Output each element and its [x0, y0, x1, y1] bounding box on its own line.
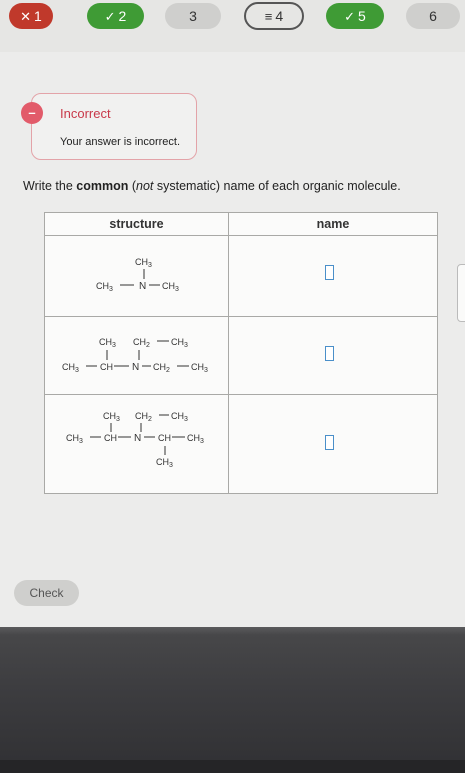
- question-number: 3: [189, 8, 197, 24]
- molecule-table: [44, 212, 438, 494]
- question-prefix: Write the: [23, 179, 77, 193]
- ch-group: CH: [104, 433, 117, 443]
- side-panel-tab[interactable]: [457, 264, 465, 322]
- methyl-top: $CH_3$: [135, 257, 152, 269]
- methyl-right: $CH_3$: [191, 362, 208, 374]
- question-3-button[interactable]: [165, 3, 221, 29]
- question-paren: (: [128, 179, 136, 193]
- structure-header: structure: [109, 217, 164, 231]
- check-icon: ✓: [344, 9, 356, 24]
- check-button[interactable]: Check: [14, 580, 79, 606]
- nitrogen: N: [139, 281, 147, 292]
- bezel-edge: [0, 760, 465, 773]
- question-number: 5: [358, 8, 366, 24]
- question-number: 6: [429, 8, 437, 24]
- molecule-1-structure: [45, 236, 228, 316]
- question-number: 1: [34, 8, 42, 24]
- question-bold: common: [76, 179, 129, 193]
- molecule-2-structure: [45, 317, 228, 394]
- question-text: [23, 179, 443, 193]
- name-input-2[interactable]: [325, 346, 334, 361]
- methyl-bottom: $CH_3$: [156, 457, 173, 469]
- ethyl-ch2: $CH_2$: [135, 411, 152, 423]
- question-number: 2: [118, 8, 127, 24]
- ethyl-ch3: $CH_3$: [171, 337, 188, 349]
- ethyl-ch3: $CH_3$: [171, 411, 188, 423]
- nitrogen: N: [132, 362, 140, 373]
- question-nav-bar: [0, 0, 465, 52]
- methyl-top: $CH_3$: [99, 337, 116, 349]
- question-4-button[interactable]: [244, 2, 304, 30]
- incorrect-icon: –: [21, 102, 43, 124]
- monitor-bezel: [0, 627, 465, 773]
- question-italic: not: [136, 179, 154, 193]
- question-6-button[interactable]: [406, 3, 460, 29]
- ethyl-ch2: $CH_2$: [133, 337, 150, 349]
- ch-branch: CH: [158, 433, 171, 443]
- methyl-left: $CH_3$: [66, 433, 83, 445]
- feedback-box: [31, 93, 197, 160]
- methyl-right: $CH_3$: [162, 281, 179, 293]
- check-icon: ✓: [104, 9, 116, 24]
- ch-group: CH: [100, 362, 113, 372]
- equals-icon: ≡: [264, 9, 273, 24]
- feedback-title: Incorrect: [60, 106, 111, 121]
- question-1-button[interactable]: [9, 3, 53, 29]
- x-icon: ✕: [20, 9, 32, 24]
- methyl-left: $CH_3$: [62, 362, 79, 374]
- name-header: name: [316, 217, 350, 231]
- name-input-3[interactable]: [325, 435, 334, 450]
- methyl-top: $CH_3$: [103, 411, 120, 423]
- molecule-3-structure: [45, 395, 228, 493]
- ch2-group: $CH_2$: [153, 362, 170, 374]
- question-rest: systematic) name of each organic molecule.: [153, 179, 401, 193]
- question-number: 4: [275, 8, 284, 24]
- question-5-button[interactable]: [326, 3, 384, 29]
- methyl-right: $CH_3$: [187, 433, 204, 445]
- name-input-1[interactable]: [325, 265, 334, 280]
- question-2-button[interactable]: [87, 3, 144, 29]
- methyl-left: $CH_3$: [96, 281, 113, 293]
- column-divider: [228, 213, 229, 493]
- nitrogen: N: [134, 433, 142, 444]
- feedback-message: Your answer is incorrect.: [60, 136, 181, 148]
